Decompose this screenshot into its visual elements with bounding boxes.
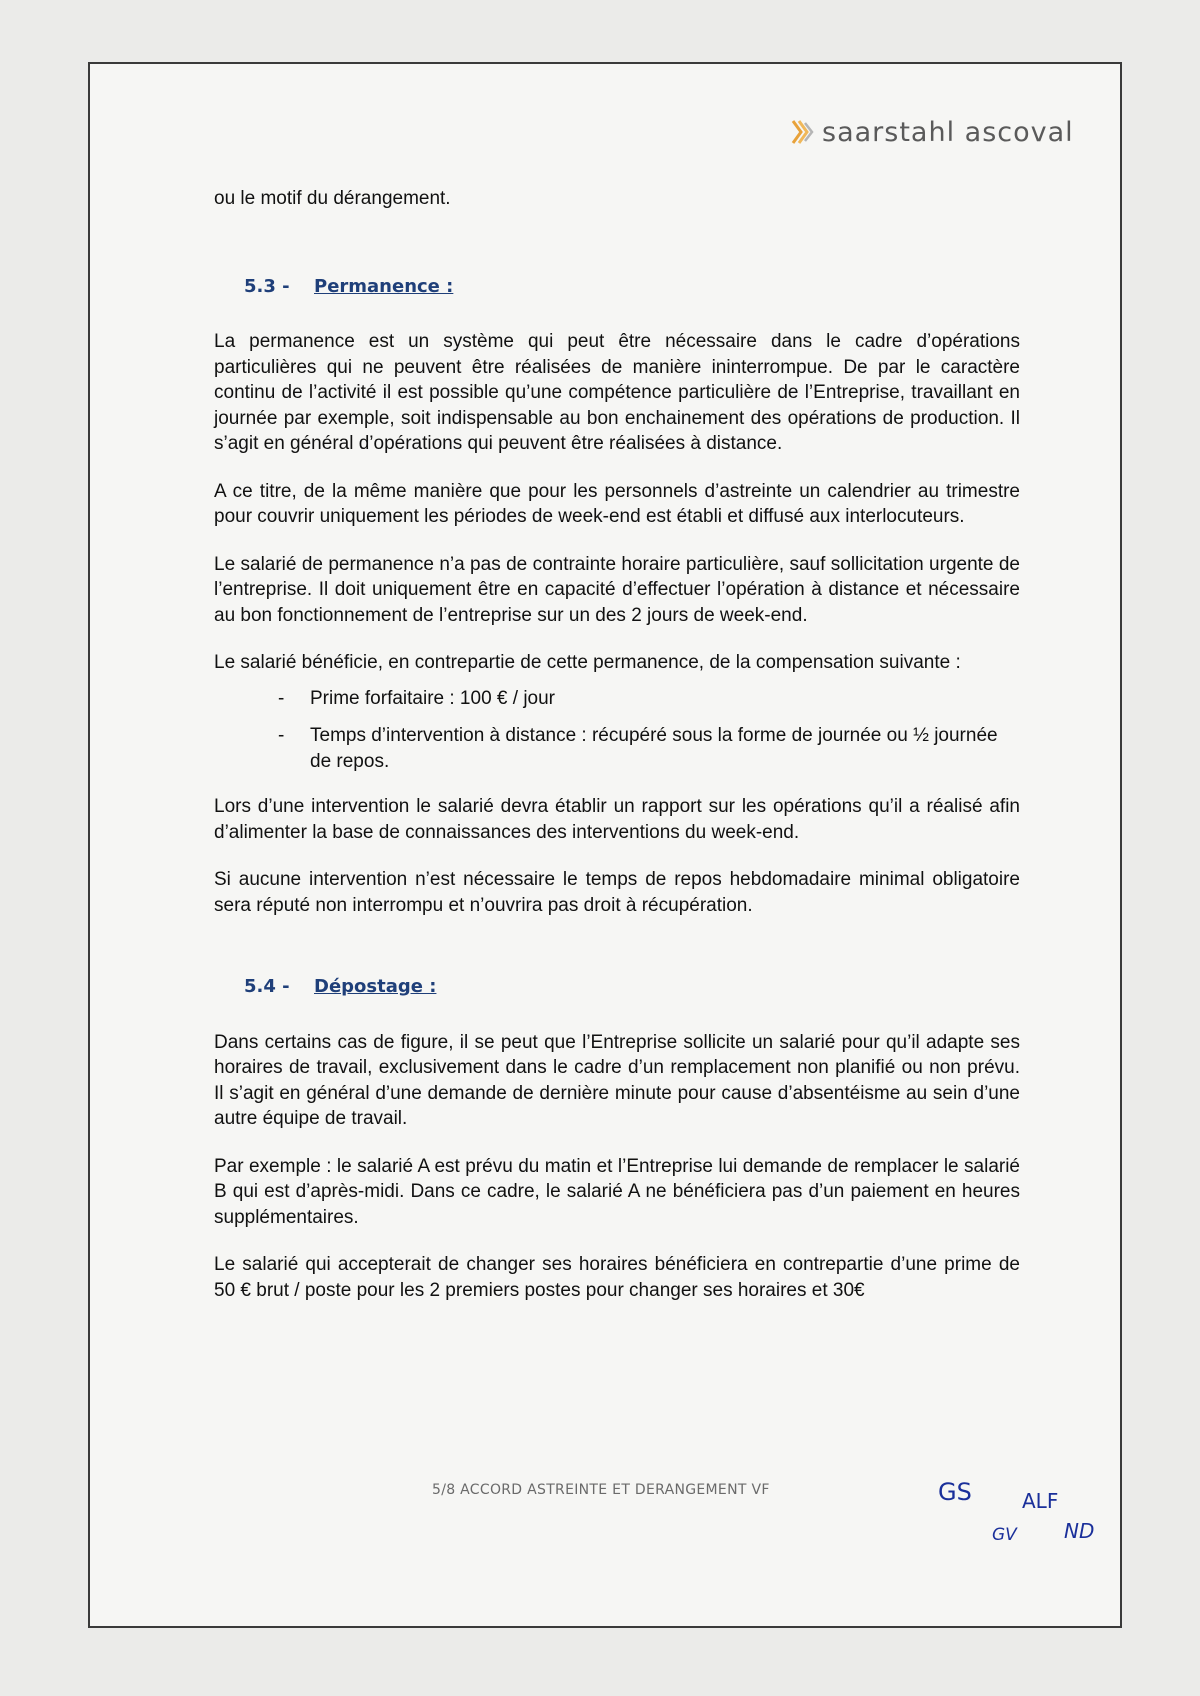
paragraph: A ce titre, de la même manière que pour les personnels d’astreinte un calendrier au trimestre pour couvrir uniquement les périodes de week-end est établi et diffusé aux interlocuteurs.	[214, 480, 1020, 527]
paragraph: La permanence est un système qui peut être nécessaire dans le cadre d’opérations particulières qui ne peuvent être réalisées de manière ininterrompue. De par le caractère continu de l’activité il est possible qu’une compétence particulière de l’Entreprise, travaillant en journée par exemple, soit indispensable au bon enchainement des opérations de production. Il s’agit en général d’opérations qui peuvent être réalisées à distance.	[214, 331, 1020, 454]
list-item-text: Temps d’intervention à distance : récupéré sous la forme de journée ou ½ journée de repos.	[310, 725, 998, 772]
section-number: 5.3 -	[244, 275, 290, 297]
intro-line: ou le motif du dérangement.	[214, 188, 451, 209]
saarstahl-logo-icon	[790, 117, 816, 147]
section-title: Dépostage :	[314, 976, 437, 997]
dash-bullet-icon: -	[278, 687, 285, 709]
signature-gs: GS	[938, 1478, 972, 1506]
paragraph: Par exemple : le salarié A est prévu du matin et l’Entreprise lui demande de remplacer le salarié B qui est d’après-midi. Dans ce cadre, le salarié A ne bénéficiera pas d’un paiement en heures supplémentaires.	[214, 1155, 1020, 1228]
logo-text: saarstahl ascoval	[822, 116, 1074, 148]
list-item	[214, 686, 1020, 712]
paragraph: Le salarié bénéficie, en contrepartie de cette permanence, de la compensation suivante :	[214, 652, 961, 673]
list-item	[214, 723, 1020, 774]
section-heading-5-3	[244, 274, 1020, 300]
paragraph: Le salarié qui accepterait de changer ses horaires bénéficiera en contrepartie d’une prime de 50 € brut / poste pour les 2 premiers postes pour changer ses horaires et 30€	[214, 1254, 1020, 1301]
handwritten-initials	[930, 1470, 1110, 1560]
signature-alf: ALF	[1022, 1489, 1059, 1513]
company-logo	[790, 114, 1074, 150]
paragraph: Si aucune intervention n’est nécessaire le temps de repos hebdomadaire minimal obligatoire sera réputé non interrompu et n’ouvrira pas droit à récupération.	[214, 869, 1020, 916]
paragraph: Dans certains cas de figure, il se peut que l’Entreprise sollicite un salarié pour qu’il adapte ses horaires de travail, exclusivement dans le cadre d’un remplacement non planifié ou non prévu. Il s’agit en général d’une demande de dernière minute pour cause d’absentéisme au sein d’une autre équipe de travail.	[214, 1031, 1020, 1129]
dash-bullet-icon: -	[278, 725, 285, 746]
paragraph: Le salarié de permanence n’a pas de contrainte horaire particulière, sauf sollicitation urgente de l’entreprise. Il doit uniquement être en capacité d’effectuer l’opération à distance et nécessaire au bon fonctionnement de l’entreprise sur un des 2 jours de week-end.	[214, 553, 1020, 626]
section-heading-5-4	[244, 974, 1020, 1000]
document-body	[214, 186, 1020, 1325]
compensation-list	[214, 686, 1020, 775]
list-item-text: Prime forfaitaire : 100 € / jour	[310, 687, 555, 709]
signature-nd: ND	[1064, 1519, 1095, 1543]
paragraph: Lors d’une intervention le salarié devra établir un rapport sur les opérations qu’il a réalisé afin d’alimenter la base de connaissances des interventions du week-end.	[214, 796, 1020, 843]
section-title: Permanence :	[314, 275, 454, 297]
section-number: 5.4 -	[244, 976, 290, 997]
signature-gv: GV	[992, 1525, 1017, 1545]
page-footer: 5/8 ACCORD ASTREINTE ET DERANGEMENT VF	[432, 1482, 770, 1498]
